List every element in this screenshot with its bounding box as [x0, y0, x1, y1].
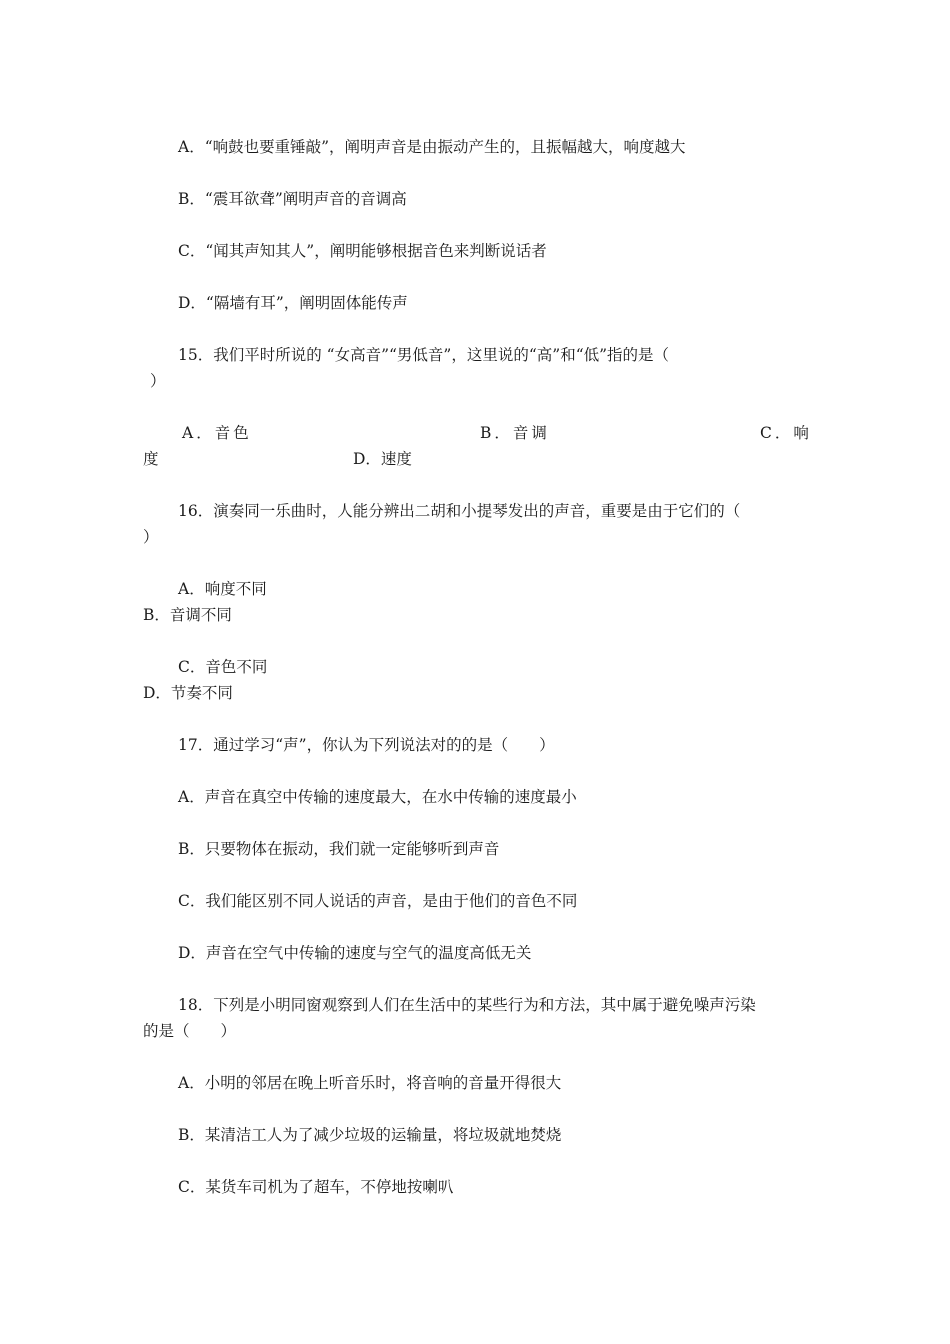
q15-stem-line1: 15．我们平时所说的 “女高音”“男低音”，这里说的“高”和“低”指的是（ [178, 346, 670, 364]
q17-option-a: A．声音在真空中传输的速度最大，在水中传输的速度最小 [178, 788, 577, 806]
q16-option-d: D．节奏不同 [143, 684, 233, 702]
q18-option-c: C．某货车司机为了超车，不停地按喇叭 [178, 1178, 454, 1196]
q17-stem: 17．通过学习“声”，你认为下列说法对的的是（ ） [178, 736, 555, 754]
q18-option-a: A．小明的邻居在晚上听音乐时，将音响的音量开得很大 [178, 1074, 562, 1092]
q17-option-b: B．只要物体在振动，我们就一定能够听到声音 [178, 840, 500, 858]
q14-option-b: B．“震耳欲聋”阐明声音的音调高 [178, 190, 407, 208]
q16-stem-line2: ） [143, 528, 159, 546]
q15-option-c-wrap: 度 [143, 450, 159, 468]
q14-option-d: D．“隔墙有耳”，阐明固体能传声 [178, 294, 408, 312]
q16-stem-line1: 16．演奏同一乐曲时，人能分辨出二胡和小提琴发出的声音，重要是由于它们的（ [178, 502, 741, 520]
q14-option-c: C．“闻其声知其人”，阐明能够根据音色来判断说话者 [178, 242, 547, 260]
q15-option-b: B．音调 [480, 424, 550, 442]
q18-stem-line2: 的是（ ） [143, 1022, 237, 1040]
q15-option-a: A．音色 [182, 424, 252, 442]
q16-option-c: C．音色不同 [178, 658, 268, 676]
q15-option-d: D．速度 [353, 450, 412, 468]
q18-stem-line1: 18．下列是小明同窗观察到人们在生活中的某些行为和方法，其中属于避免噪声污染 [178, 996, 756, 1014]
q18-option-b: B．某清洁工人为了减少垃圾的运输量，将垃圾就地焚烧 [178, 1126, 562, 1144]
q16-option-a: A．响度不同 [178, 580, 267, 598]
q17-option-d: D．声音在空气中传输的速度与空气的温度高低无关 [178, 944, 532, 962]
q15-stem-line2: ） [150, 372, 166, 390]
q14-option-a: A．“响鼓也要重锤敲”，阐明声音是由振动产生的，且振幅越大，响度越大 [178, 138, 686, 156]
q17-option-c: C．我们能区别不同人说话的声音，是由于他们的音色不同 [178, 892, 578, 910]
q15-option-c [760, 423, 812, 443]
q16-option-b: B．音调不同 [143, 606, 232, 624]
q15-option-c-text: C．响 [760, 424, 812, 442]
